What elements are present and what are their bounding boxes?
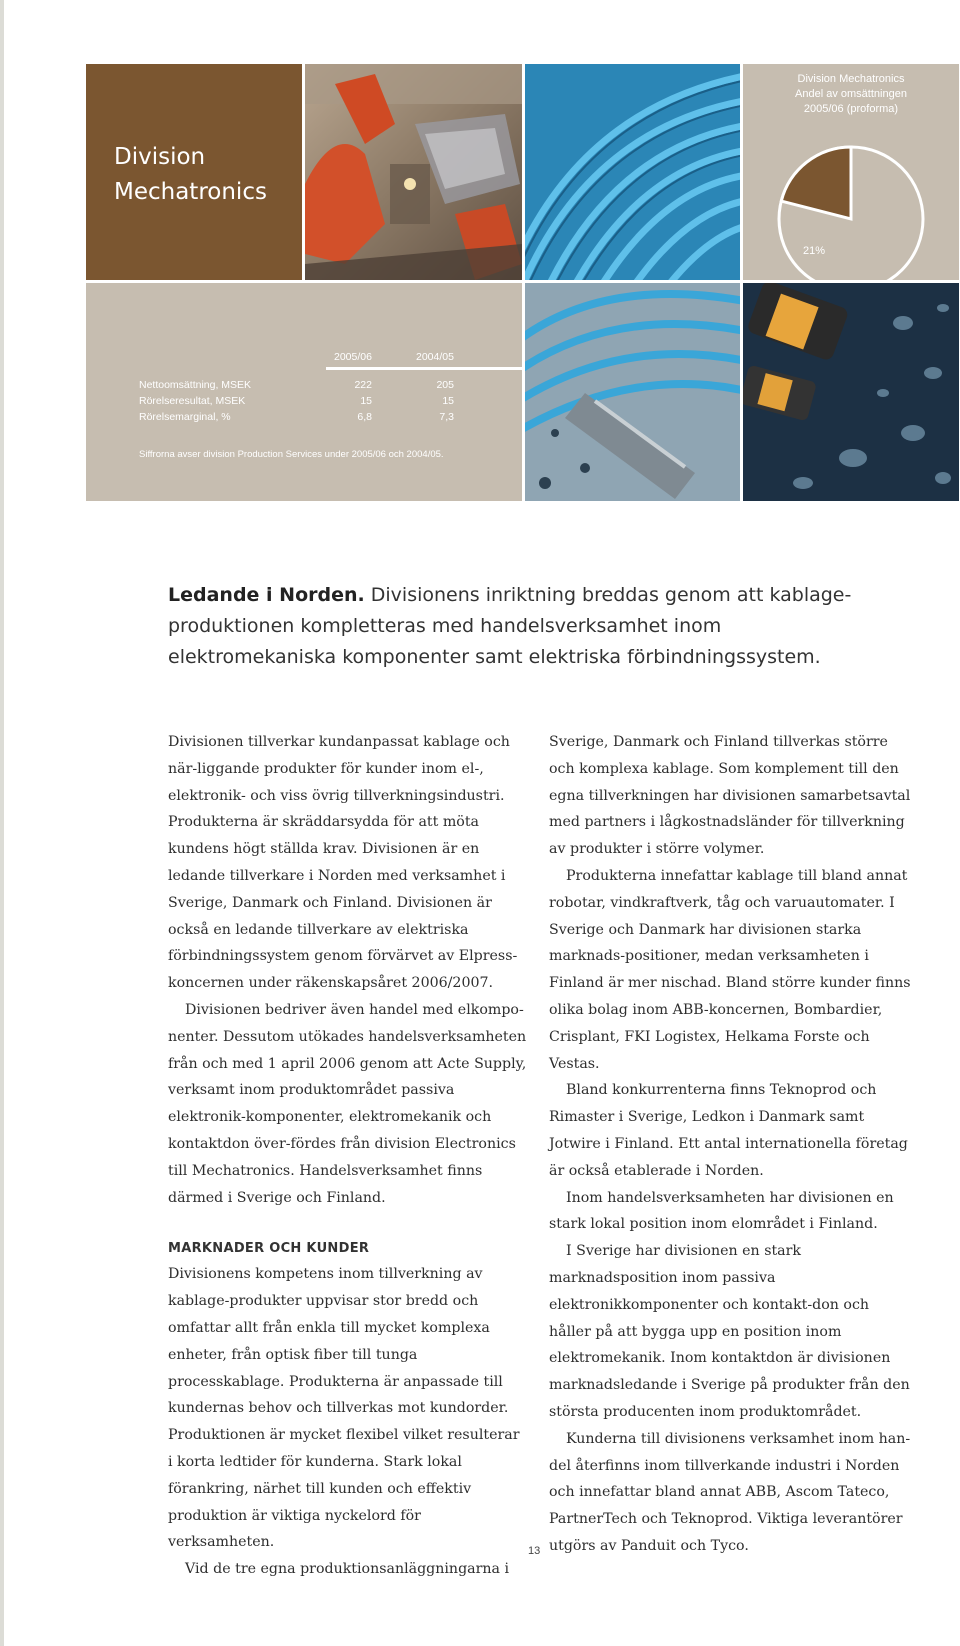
right-paragraph-4: Inom handelsverksamheten har divisionen en stark lokal position inom elområdet i Finland.	[549, 1189, 894, 1233]
body-column-right	[549, 729, 914, 1560]
cell-operating-result-2004: 15	[442, 395, 454, 407]
robot-assembly-image	[305, 64, 522, 280]
pie-title-line-3: 2005/06 (proforma)	[803, 103, 899, 115]
pie-chart	[743, 64, 959, 280]
right-paragraph-3: Bland konkurrenterna finns Teknoprod och Rimaster i Sverige, Ledkon i Danmark samt Jotwire i Finland. Ett antal internationella företag är också etablerade i Norden.	[549, 1082, 908, 1179]
cell-net-sales-2004: 205	[436, 379, 454, 391]
page-edge	[0, 0, 4, 1646]
right-paragraph-6: Kunderna till divisionens verksamhet inom han-del återfinns inom tillverkande industri i Norden och innefattar bland annat ABB, Ascom Tateco, PartnerTech och Teknoprod. Viktiga leverantörer utgörs av Panduit och Tyco.	[549, 1430, 911, 1554]
left-paragraph-2: Divisionen bedriver även handel med elkompo-nenter. Dessutom utökades handelsverksamheten från och med 1 april 2006 genom att Acte Supply, verksamt inom produktområdet passiva elektronik-komponenter, elektromekanik och kontaktdon över-fördes från division Electronics till Mechatronics. Handelsverksamhet finns därmed i Sverige och Finland.	[168, 1001, 527, 1206]
cell-net-sales-2005: 222	[354, 379, 372, 391]
section-heading-markets-customers: MARKNADER OCH KUNDER	[168, 1241, 370, 1257]
cell-operating-margin-2005: 6,8	[357, 411, 372, 423]
col-header-2005-06: 2005/06	[334, 351, 372, 363]
cell-operating-result-2005: 15	[360, 395, 372, 407]
cell-operating-margin-2004: 7,3	[439, 411, 454, 423]
left-paragraph-4: Vid de tre egna produktionsanläggningarna i	[185, 1561, 510, 1578]
table-footnote: Siffrorna avser division Production Services under 2005/06 och 2004/05.	[139, 449, 444, 460]
blue-cable-image-top	[525, 64, 740, 280]
right-paragraph-1: Sverige, Danmark och Finland tillverkas större och komplexa kablage. Som komplement till den egna tillverkningen har divisionen samarbetsavtal med partners i lågkostnadsländer för tillverkning av produkter i större volymer.	[549, 734, 911, 858]
photo-robot-assembly-line	[305, 64, 522, 280]
header-rule-2	[409, 367, 522, 370]
division-title: Division Mechatronics	[114, 144, 267, 205]
left-paragraph-1: Divisionen tillverkar kundanpassat kablage och när-liggande produkter för kunder inom el-, elektronik- och viss övrig tillverkningsindustri. Produkterna är skräddarsydda för att möta kundens högt ställda krav. Divisionen är en ledande tillverkare i Norden med verksamhet i Sverige, Danmark och Finland. Divisionen är också en ledande tillverkare av elektriska förbindningssystem genom förvärvet av Elpress-koncernen under räkenskapsåret 2006/2007.	[168, 734, 518, 992]
photo-blue-cable-connector	[525, 283, 740, 501]
row-label-operating-margin: Rörelsemarginal, %	[139, 411, 231, 423]
pie-chart-tile	[743, 64, 959, 280]
photo-blue-cable-coil	[525, 64, 740, 280]
col-header-2004-05: 2004/05	[416, 351, 454, 363]
pie-title-line-1: Division Mechatronics	[797, 73, 905, 85]
lead-text: Divisionens inriktning breddas genom att kablage-produktionen kompletteras med handelsverksamhet inom elektromekaniska komponenter samt elektriska förbindningssystem.	[168, 584, 852, 668]
photo-connectors-water-drops	[743, 283, 959, 501]
lead-bold: Ledande i Norden.	[168, 584, 365, 606]
row-label-operating-result: Rörelseresultat, MSEK	[139, 395, 246, 407]
division-title-tile	[86, 64, 302, 280]
row-label-net-sales: Nettoomsättning, MSEK	[139, 379, 252, 391]
pie-title-line-2: Andel av omsättningen	[795, 88, 907, 100]
lead-paragraph	[168, 580, 888, 673]
right-paragraph-2: Produkterna innefattar kablage till bland annat robotar, vindkraftverk, tåg och varuautomater. I Sverige och Danmark har divisionen starka marknads-positioner, medan verksamheten i Finland är mer nischad. Bland större kunder finns olika bolag inom ABB-koncernen, Bombardier, Crisplant, FKI Logistex, Helkama Forste och Vestas.	[549, 867, 911, 1072]
connectors-image	[743, 283, 959, 501]
page-number: 13	[528, 1545, 541, 1557]
cable-connector-image	[525, 283, 740, 501]
pie-slice-label: 21%	[803, 245, 826, 257]
key-figures-table	[86, 283, 522, 501]
body-column-left	[168, 729, 528, 1583]
right-paragraph-5: I Sverige har divisionen en stark marknadsposition inom passiva elektronikkomponenter och kontakt-don och håller på att bygga upp en position inom elektromekanik. Inom kontaktdon är divisionen marknadsledande i Sverige på produkter från den största producenten inom produktområdet.	[549, 1243, 910, 1420]
left-paragraph-3: Divisionens kompetens inom tillverkning av kablage-produkter uppvisar stor bredd och omfattar allt från enkla till mycket komplexa enheter, från optisk fiber till tunga processkablage. Produkterna är anpassade till kundernas behov och tillverkas mot kundorder. Produktionen är mycket flexibel vilket resulterar i korta ledtider för kunderna. Stark lokal förankring, närhet till kunden och effektiv produktion är viktiga nyckelord för verksamheten.	[168, 1266, 520, 1551]
